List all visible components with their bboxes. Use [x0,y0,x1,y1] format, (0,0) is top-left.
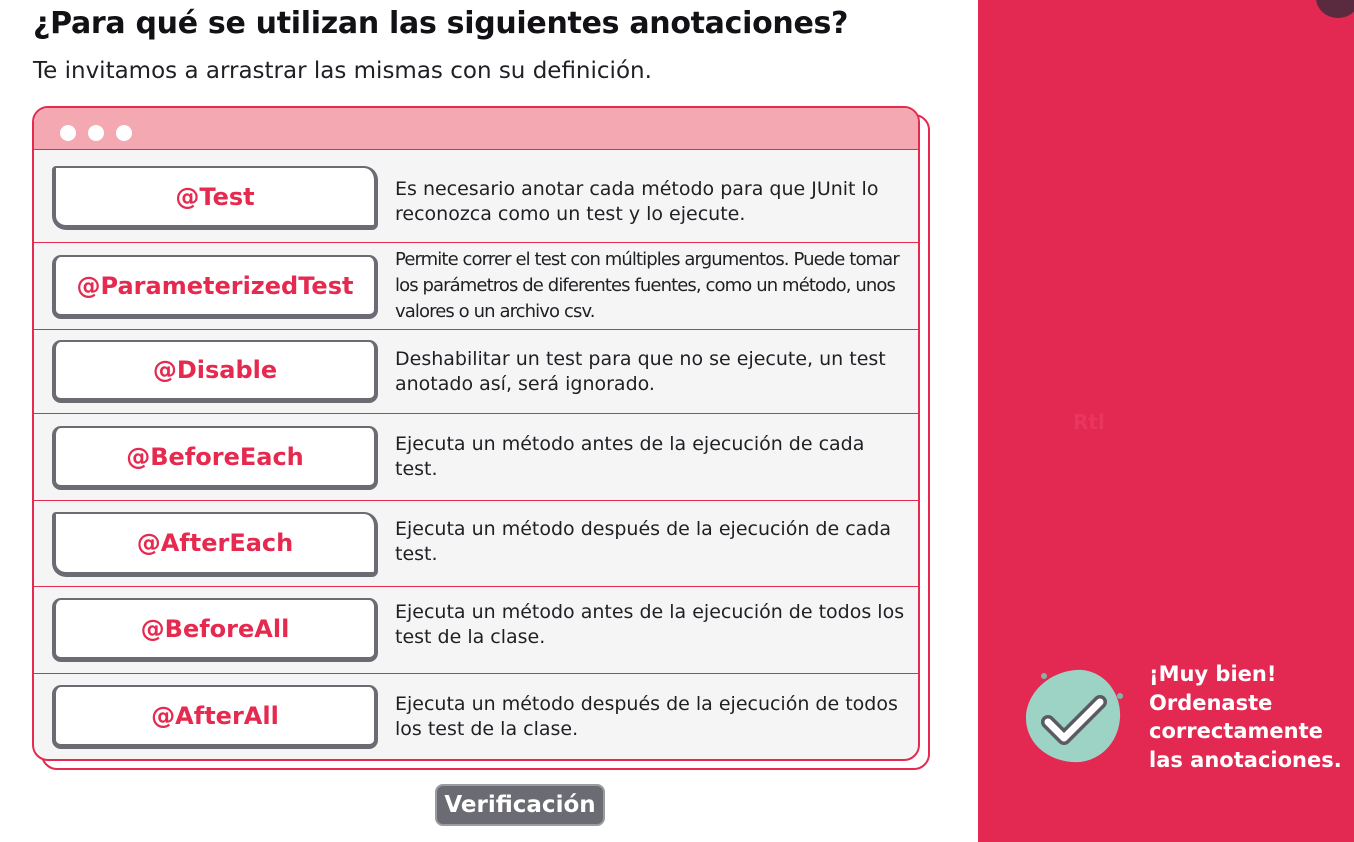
page-title: ¿Para qué se utilizan las siguientes anotaciones? [33,6,849,41]
definition-text: Permite correr el test con múltiples argumentos. Puede tomar los parámetros de diferentes fuentes, como un método, unos valores o un archivo csv. [395,249,899,322]
annotation-chip-before-each[interactable]: @BeforeEach [52,426,378,490]
check-icon [1022,664,1126,768]
annotation-chip-after-each[interactable]: @AfterEach [52,512,378,577]
feedback-message: ¡Muy bien! Ordenaste correctamente las anotaciones. [1149,662,1342,772]
definition-text: Es necesario anotar cada método para que JUnit lo reconozca como un test y lo ejecute. [395,178,879,225]
definition-text: Ejecuta un método antes de la ejecución de cada test. [395,433,865,480]
definition-text: Ejecuta un método después de la ejecución de cada test. [395,518,892,565]
annotation-chip-after-all[interactable]: @AfterAll [52,685,378,749]
match-row [34,586,918,673]
window-dot-icon [88,125,104,141]
annotation-chip-disable[interactable]: @Disable [52,340,378,403]
match-row [34,413,918,500]
annotation-chip-test[interactable]: @Test [52,166,378,230]
window-dot-icon [116,125,132,141]
match-row [34,150,918,242]
definition-text: Deshabilitar un test para que no se ejecute, un test anotado así, será ignorado. [395,348,886,395]
match-row [34,242,918,329]
page-subtitle: Te invitamos a arrastrar las mismas con su definición. [33,58,652,84]
match-row [34,500,918,586]
definition-text: Ejecuta un método después de la ejecución de todos los test de la clase. [395,693,898,740]
annotation-chip-before-all[interactable]: @BeforeAll [52,598,378,662]
panel-ghost-text: Rtl [1073,410,1105,434]
annotation-chip-parameterized-test[interactable]: @ParameterizedTest [52,255,378,319]
window-dot-icon [60,125,76,141]
verify-button[interactable]: Verificación [435,784,605,826]
match-row [34,673,918,761]
match-row [34,329,918,413]
definition-text: Ejecuta un método antes de la ejecución de todos los test de la clase. [395,601,905,648]
window-titlebar [34,108,918,150]
matching-window [32,106,920,761]
